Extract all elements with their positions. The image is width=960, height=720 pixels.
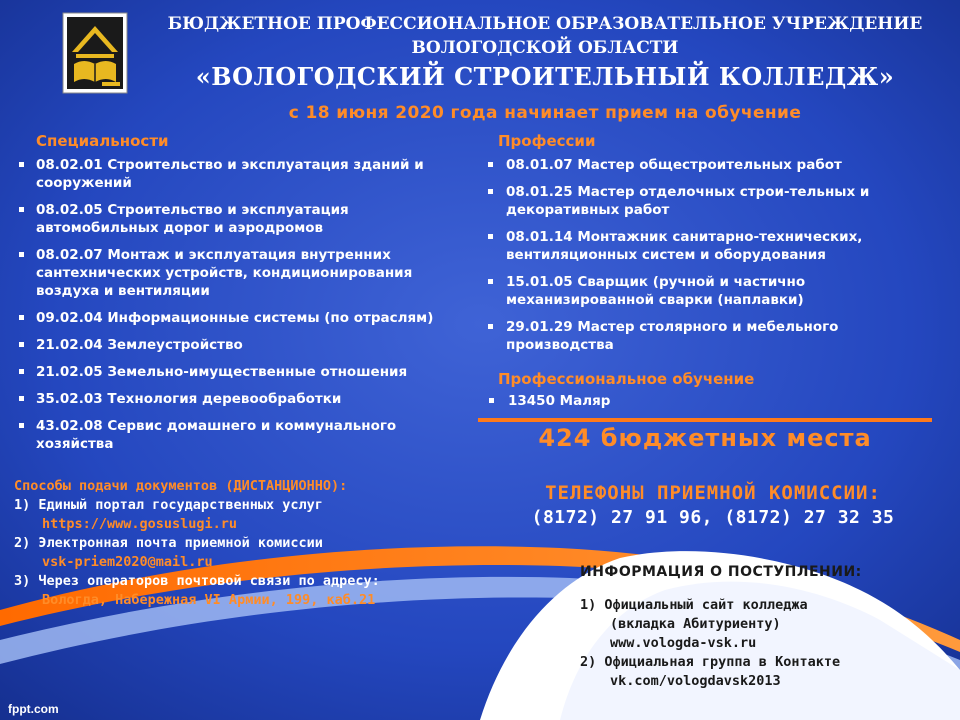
header-org-line2: ВОЛОГОДСКОЙ ОБЛАСТИ [411,38,679,58]
specialty-item: 09.02.04 Информационные системы (по отраслям) [14,309,454,327]
specialties-section [14,132,454,462]
specialties-list [14,156,454,453]
admission-info-item-1: 1) Официальный сайт колледжа [580,597,808,613]
specialty-item: 08.02.07 Монтаж и эксплуатация внутренних сантехнических устройств, кондиционирования воздуха и вентиляции [14,246,454,300]
admission-info-title: ИНФОРМАЦИЯ О ПОСТУПЛЕНИИ: [580,564,862,580]
divider [478,418,932,422]
specialty-item: 35.02.03 Технология деревообработки [14,390,454,408]
professions-section [484,132,924,363]
email-link[interactable]: vsk-priem2020@mail.ru [42,554,213,570]
admission-info-item-2: 2) Официальная группа в Контакте [580,654,841,670]
vocational-title: Профессиональное обучение [498,370,755,388]
submission-methods [14,477,380,610]
profession-item: 29.01.29 Мастер столярного и мебельного производства [484,318,924,354]
profession-item: 15.01.05 Сварщик (ручной и частично механизированной сварки (наплавки) [484,273,924,309]
admission-start-text: с 18 июня 2020 года начинает прием на обучение [288,103,802,123]
specialty-item: 08.02.05 Строительство и эксплуатация автомобильных дорог и аэродромов [14,201,454,237]
professions-list [484,156,924,354]
vocational-list [484,392,784,410]
submission-title: Способы подачи документов (ДИСТАНЦИОННО): [14,478,348,494]
vk-group-link[interactable]: vk.com/vologdavsk2013 [610,673,781,689]
specialty-item: 08.02.01 Строительство и эксплуатация зданий и сооружений [14,156,454,192]
watermark: fppt.com [8,702,59,716]
specialty-item: 43.02.08 Сервис домашнего и коммунального хозяйства [14,417,454,453]
specialty-item: 21.02.05 Земельно-имущественные отношения [14,363,454,381]
college-website-link[interactable]: www.vologda-vsk.ru [610,635,757,651]
submission-method-1: 1) Единый портал государственных услуг [14,497,323,513]
postal-address: Вологда, Набережная VI Армии, 199, каб.21 [42,592,376,608]
specialties-title: Специальности [36,132,169,150]
gosuslugi-link[interactable]: https://www.gosuslugi.ru [42,516,238,532]
admission-info-item-1-sub: (вкладка Абитуриенту) [610,616,781,632]
phones-title: ТЕЛЕФОНЫ ПРИЕМНОЙ КОМИССИИ: [545,482,881,504]
profession-item: 08.01.07 Мастер общестроительных работ [484,156,924,174]
vocational-section [484,392,784,410]
profession-item: 08.01.25 Мастер отделочных строи-тельных и декоративных работ [484,183,924,219]
specialty-item: 21.02.04 Землеустройство [14,336,454,354]
header-org-line1: БЮДЖЕТНОЕ ПРОФЕССИОНАЛЬНОЕ ОБРАЗОВАТЕЛЬНОЕ УЧРЕЖДЕНИЕ [167,14,923,34]
phone-numbers: (8172) 27 91 96, (8172) 27 32 35 [531,507,895,528]
submission-method-2: 2) Электронная почта приемной комиссии [14,535,323,551]
professions-title: Профессии [498,132,596,150]
submission-method-3: 3) Через операторов почтовой связи по адресу: [14,573,380,589]
college-name: «ВОЛОГОДСКИЙ СТРОИТЕЛЬНЫЙ КОЛЛЕДЖ» [195,62,895,91]
profession-item: 08.01.14 Монтажник санитарно-технических, вентиляционных систем и оборудования [484,228,924,264]
budget-places: 424 бюджетных места [538,424,872,452]
college-logo-icon [62,12,128,94]
vocational-item: 13450 Маляр [484,392,784,410]
admission-info [580,563,862,691]
